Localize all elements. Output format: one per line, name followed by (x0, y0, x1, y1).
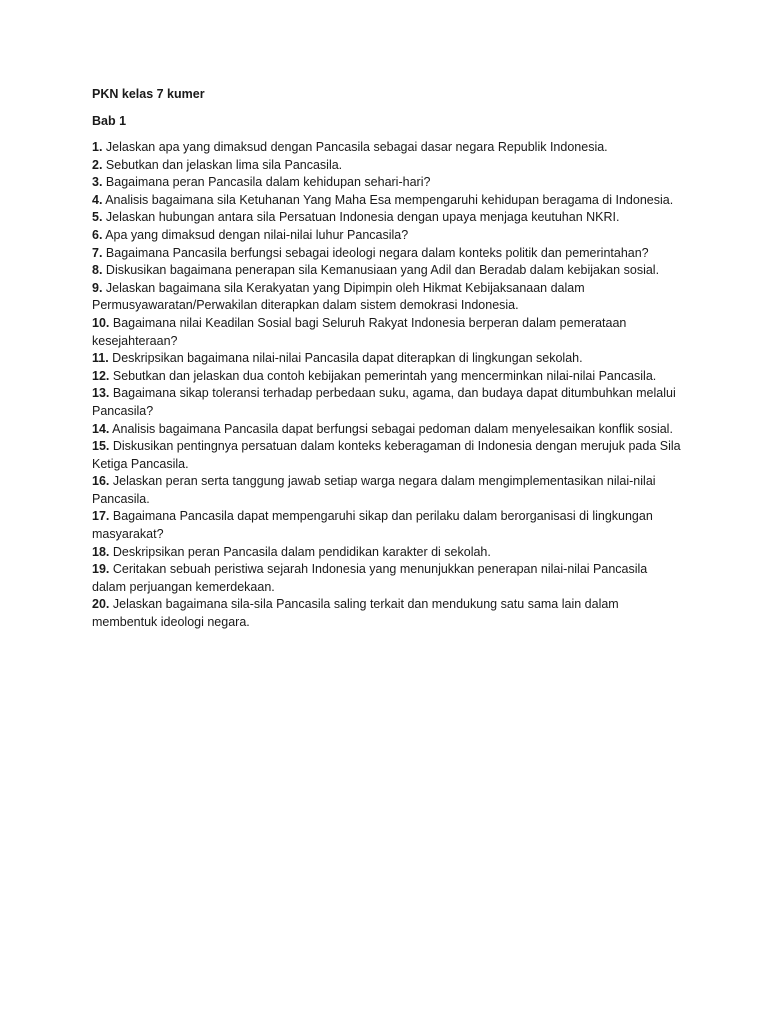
question-text: Apa yang dimaksud dengan nilai-nilai luhur Pancasila? (102, 227, 409, 242)
question-number: 11. (92, 351, 109, 366)
question-text: Jelaskan hubungan antara sila Persatuan Indonesia dengan upaya menjaga keutuhan NKRI. (102, 210, 620, 225)
question-number: 15. (92, 439, 110, 454)
question-text: Bagaimana Pancasila berfungsi sebagai ideologi negara dalam konteks politik dan pemerintahan? (102, 245, 649, 260)
question-item (92, 473, 682, 508)
question-item (92, 157, 682, 175)
question-item (92, 227, 682, 245)
question-item (92, 385, 682, 420)
question-text: Deskripsikan peran Pancasila dalam pendidikan karakter di sekolah. (109, 544, 491, 559)
question-number: 5. (92, 210, 103, 225)
question-number: 12. (92, 368, 110, 383)
question-number: 8. (92, 263, 103, 278)
question-text: Deskripsikan bagaimana nilai-nilai Pancasila dapat diterapkan di lingkungan sekolah. (108, 351, 583, 366)
question-text: Bagaimana Pancasila dapat mempengaruhi sikap dan perilaku dalam berorganisasi di lingkungan masyarakat? (92, 509, 653, 542)
question-text: Jelaskan bagaimana sila Kerakyatan yang Dipimpin oleh Hikmat Kebijaksanaan dalam Permusyawaratan/Perwakilan diterapkan dalam sistem demokrasi Indonesia. (92, 280, 585, 313)
question-item (92, 174, 682, 192)
question-number: 4. (92, 192, 103, 207)
question-item (92, 192, 682, 210)
question-item (92, 315, 682, 350)
question-list (92, 139, 682, 632)
question-item (92, 508, 682, 543)
question-text: Diskusikan bagaimana penerapan sila Kemanusiaan yang Adil dan Beradab dalam kebijakan sosial. (102, 263, 660, 278)
question-number: 9. (92, 280, 103, 295)
document-title: PKN kelas 7 kumer (92, 87, 205, 101)
question-item (92, 350, 682, 368)
question-item (92, 561, 682, 596)
question-text: Sebutkan dan jelaskan lima sila Pancasila. (102, 157, 343, 172)
question-number: 14. (92, 421, 110, 436)
question-number: 7. (92, 245, 103, 260)
question-item (92, 421, 682, 439)
question-number: 18. (92, 544, 110, 559)
question-text: Analisis bagaimana Pancasila dapat berfungsi sebagai pedoman dalam menyelesaikan konflik sosial. (109, 421, 673, 436)
question-text: Bagaimana sikap toleransi terhadap perbedaan suku, agama, dan budaya dapat ditumbuhkan melalui Pancasila? (92, 386, 676, 418)
question-item (92, 368, 682, 386)
question-number: 16. (92, 474, 110, 489)
document-page (92, 86, 682, 632)
chapter-heading: Bab 1 (92, 114, 127, 128)
question-item (92, 245, 682, 263)
question-number: 13. (92, 386, 110, 401)
question-text: Sebutkan dan jelaskan dua contoh kebijakan pemerintah yang mencerminkan nilai-nilai Pancasila. (109, 368, 657, 383)
question-item (92, 544, 682, 562)
question-item (92, 139, 682, 157)
question-item (92, 596, 682, 631)
question-text: Jelaskan peran serta tanggung jawab setiap warga negara dalam mengimplementasikan nilai-nilai Pancasila. (92, 474, 656, 506)
question-text: Bagaimana nilai Keadilan Sosial bagi Seluruh Rakyat Indonesia berperan dalam pemerataan kesejahteraan? (92, 315, 627, 348)
question-number: 1. (92, 140, 103, 154)
question-number: 2. (92, 157, 103, 172)
question-text: Diskusikan pentingnya persatuan dalam konteks keberagaman di Indonesia dengan merujuk pada Sila Ketiga Pancasila. (92, 439, 681, 471)
question-number: 17. (92, 509, 110, 524)
question-text: Bagaimana peran Pancasila dalam kehidupan sehari-hari? (102, 175, 431, 190)
question-number: 20. (92, 597, 110, 612)
question-item (92, 209, 682, 227)
question-item (92, 280, 682, 315)
question-item (92, 438, 682, 473)
question-number: 3. (92, 175, 103, 190)
question-number: 10. (92, 315, 110, 330)
question-text: Jelaskan apa yang dimaksud dengan Pancasila sebagai dasar negara Republik Indonesia. (102, 140, 608, 154)
question-number: 6. (92, 227, 103, 242)
question-text: Ceritakan sebuah peristiwa sejarah Indonesia yang menunjukkan penerapan nilai-nilai Pancasila dalam perjuangan kemerdekaan. (92, 562, 648, 594)
question-number: 19. (92, 562, 110, 577)
question-text: Analisis bagaimana sila Ketuhanan Yang Maha Esa mempengaruhi kehidupan beragama di Indonesia. (102, 192, 674, 207)
question-item (92, 262, 682, 280)
question-text: Jelaskan bagaimana sila-sila Pancasila saling terkait dan mendukung satu sama lain dalam membentuk ideologi negara. (92, 597, 619, 630)
